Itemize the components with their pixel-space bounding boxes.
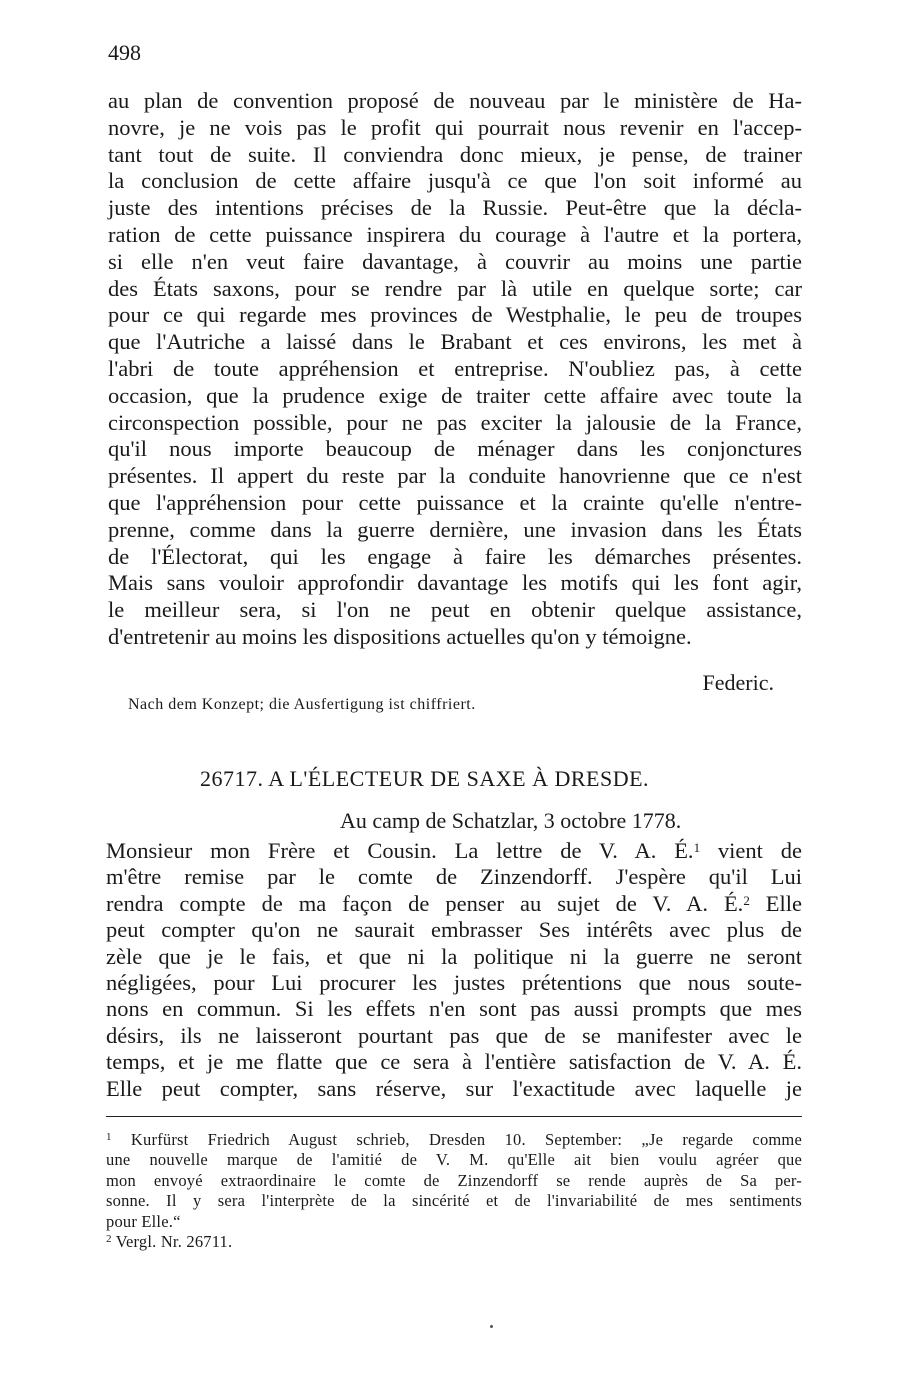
text-line xyxy=(106,891,802,917)
signature: Federic. xyxy=(702,670,774,695)
text-span: Elle xyxy=(749,890,802,916)
footnote-line xyxy=(106,1130,802,1150)
footnote-line: sonne. Il y sera l'interprète de la sincérité et de l'invariabilité de mes sentiments xyxy=(106,1191,802,1211)
text-line: d'entretenir au moins les dispositions actuelles qu'on y témoigne. xyxy=(108,623,692,649)
text-line: la conclusion de cette affaire jusqu'à ce que l'on soit informé au xyxy=(108,168,802,194)
text-span: Kurfürst Friedrich August schrieb, Dresden 10. September: „Je regarde comme xyxy=(111,1130,802,1149)
letter-body-paragraph xyxy=(106,838,802,1102)
text-span: rendra compte de ma façon de penser au sujet de V. A. É. xyxy=(106,890,744,916)
footnote-mark: 1 xyxy=(106,1131,112,1143)
text-line: Elle peut compter, sans réserve, sur l'exactitude avec laquelle je xyxy=(106,1075,802,1101)
text-line: au plan de convention proposé de nouveau par le ministère de Ha- xyxy=(108,88,802,113)
letter-continuation-paragraph xyxy=(108,88,802,651)
text-line: nons en commun. Si les effets n'en sont pas aussi prompts que mes xyxy=(106,996,802,1022)
text-line: des États saxons, pour se rendre par là utile en quelque sorte; car xyxy=(108,275,802,301)
text-line: l'abri de toute appréhension et entreprise. N'oubliez pas, à cette xyxy=(108,355,802,381)
text-line xyxy=(106,838,802,864)
footnote-line: mon envoyé extraordinaire le comte de Zinzendorff se rende auprès de Sa per- xyxy=(106,1170,802,1190)
text-line: circonspection possible, pour ne pas exciter la jalousie de la France, xyxy=(108,409,802,435)
text-line: prenne, comme dans la guerre dernière, une invasion dans les États xyxy=(108,516,802,542)
text-line: que l'appréhension pour cette puissance et la crainte qu'elle n'entre- xyxy=(108,489,802,515)
footnote-ref: 1 xyxy=(693,840,701,855)
text-span: vient de xyxy=(700,838,802,863)
text-line: le meilleur sera, si l'on ne peut en obtenir quelque assistance, xyxy=(108,597,802,623)
footnote-mark: 2 xyxy=(106,1232,112,1245)
footnote-line: une nouvelle marque de l'amitié de V. M. qu'Elle ait bien voulu agréer que xyxy=(106,1150,802,1170)
text-line: ration de cette puissance inspirera du courage à l'autre et la portera, xyxy=(108,221,802,247)
text-line: présentes. Il appert du reste par la conduite hanovrienne que ce n'est xyxy=(108,463,802,489)
text-line: temps, et je me flatte que ce sera à l'entière satisfaction de V. A. É. xyxy=(106,1049,802,1075)
text-line: désirs, ils ne laisseront pourtant pas que de se manifester avec le xyxy=(106,1022,802,1048)
text-line: zèle que je le fais, et que ni la politique ni la guerre ne seront xyxy=(106,943,802,969)
dateline: Au camp de Schatzlar, 3 octobre 1778. xyxy=(340,808,682,833)
text-line: si elle n'en veut faire davantage, à couvrir au moins une partie xyxy=(108,248,802,274)
text-line: juste des intentions précises de la Russie. Peut-être que la décla- xyxy=(108,195,802,221)
text-line: novre, je ne vois pas le profit qui pourrait nous revenir en l'accep- xyxy=(108,114,802,140)
scan-speck xyxy=(490,1325,493,1328)
footnote-line xyxy=(106,1232,802,1252)
footnote-line: pour Elle.“ xyxy=(106,1211,181,1231)
text-line: tant tout de suite. Il conviendra donc mieux, je pense, de trainer xyxy=(108,141,802,167)
text-line: m'être remise par le comte de Zinzendorff. J'espère qu'il Lui xyxy=(106,864,802,890)
text-span: Vergl. Nr. 26711. xyxy=(111,1231,233,1251)
footnote-ref: 2 xyxy=(743,892,750,908)
text-line: Mais sans vouloir approfondir davantage les motifs qui les font agir, xyxy=(108,570,802,596)
text-line: occasion, que la prudence exige de traiter cette affaire avec toute la xyxy=(108,382,802,408)
text-line: de l'Électorat, qui les engage à faire les démarches présentes. xyxy=(108,543,802,569)
page-number: 498 xyxy=(108,40,141,65)
letter-heading: 26717. A L'ÉLECTEUR DE SAXE À DRESDE. xyxy=(200,766,650,791)
text-span: Monsieur mon Frère et Cousin. La lettre de V. A. É. xyxy=(106,838,694,863)
text-line: qu'il nous importe beaucoup de ménager dans les conjonctures xyxy=(108,436,802,462)
text-line: pour ce qui regarde mes provinces de Westphalie, le peu de troupes xyxy=(108,302,802,328)
source-note: Nach dem Konzept; die Ausfertigung ist chiffriert. xyxy=(128,696,476,713)
text-line: que l'Autriche a laissé dans le Brabant et ces environs, les met à xyxy=(108,329,802,355)
text-line: peut compter qu'on ne saurait embrasser Ses intérêts avec plus de xyxy=(106,917,802,943)
footnote-divider xyxy=(106,1116,802,1117)
text-line: négligées, pour Lui procurer les justes prétentions que nous soute- xyxy=(106,969,802,995)
footnotes xyxy=(106,1130,802,1252)
